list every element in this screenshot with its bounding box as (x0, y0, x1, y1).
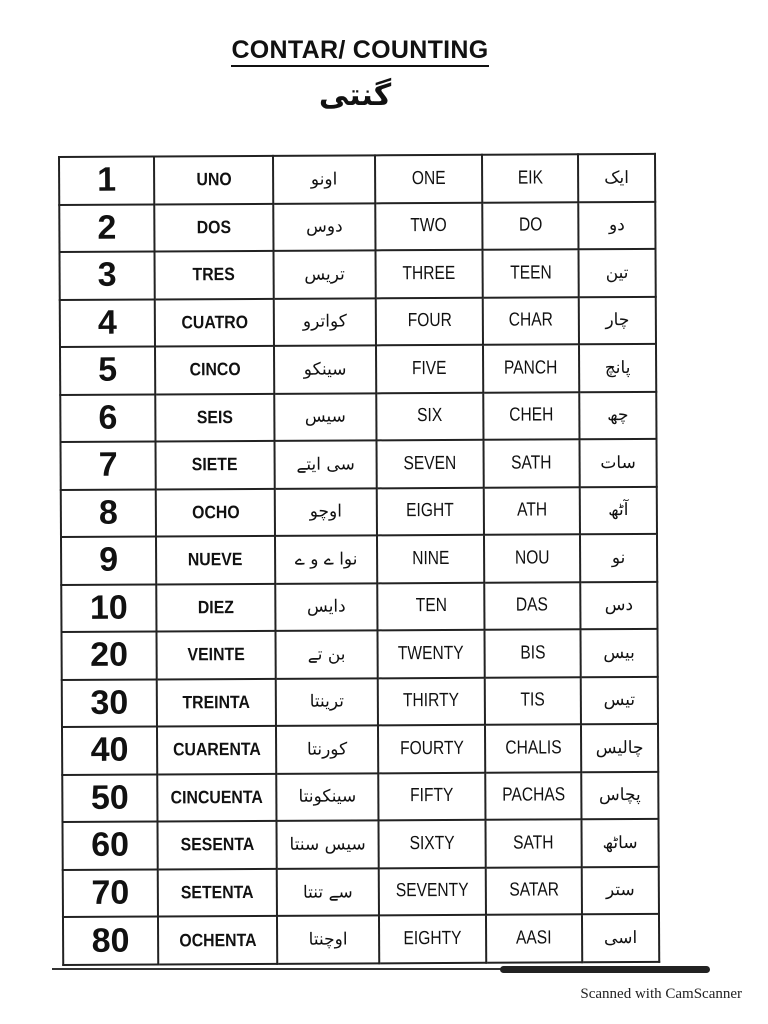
spanish-urdu-script-cell (274, 440, 376, 488)
english-word-cell (378, 677, 485, 725)
number-cell (61, 537, 156, 585)
roman-urdu-cell-text: TIS (520, 689, 546, 712)
table-row (61, 486, 657, 537)
english-word-cell (378, 725, 485, 773)
spanish-word-cell (155, 393, 274, 441)
spanish-urdu-script-cell-text: سینکو (303, 359, 347, 380)
table-row (60, 391, 656, 442)
table-row (62, 724, 658, 775)
urdu-word-cell (579, 296, 656, 344)
number-cell (63, 869, 158, 917)
english-word-cell-text: FOURTY (399, 737, 464, 760)
spanish-urdu-script-cell (276, 678, 378, 726)
roman-urdu-cell (485, 677, 581, 725)
spanish-word-cell (156, 488, 275, 536)
urdu-word-cell (579, 344, 656, 392)
english-word-cell-text: ONE (411, 167, 446, 189)
spanish-word-cell (157, 679, 276, 727)
spanish-urdu-script-cell (275, 488, 377, 536)
spanish-word-cell-text: UNO (195, 169, 232, 190)
english-word-cell (377, 487, 484, 535)
urdu-word-cell (582, 867, 659, 915)
spanish-urdu-script-cell-text: کواترو (302, 311, 347, 333)
spanish-word-cell-text: DIEZ (197, 596, 234, 618)
page-subtitle-urdu: گنتی (318, 78, 392, 113)
counting-table-body (59, 154, 659, 965)
number-cell-text: 50 (90, 778, 129, 817)
number-cell-text: 5 (98, 351, 118, 390)
spanish-urdu-script-cell-text: سینکونتا (298, 786, 357, 808)
spanish-urdu-script-cell (273, 155, 375, 203)
urdu-word-cell (578, 201, 655, 249)
number-cell (62, 822, 157, 870)
urdu-word-cell-text: اسی (603, 928, 638, 949)
spanish-word-cell (158, 916, 277, 964)
page-title (0, 36, 720, 65)
english-word-cell-text: SIXTY (409, 832, 455, 855)
roman-urdu-cell (484, 534, 580, 582)
spanish-urdu-script-cell-text: بن تے (307, 644, 346, 666)
number-cell-text: 20 (90, 636, 129, 675)
spanish-word-cell (156, 631, 275, 679)
spanish-urdu-script-cell-text: نوا ے و ے (294, 549, 358, 571)
spanish-urdu-script-cell (273, 203, 375, 251)
english-word-cell (377, 630, 484, 678)
number-cell-text: 8 (98, 493, 118, 532)
urdu-word-cell (578, 249, 655, 297)
urdu-word-cell (581, 819, 658, 867)
table-row (61, 582, 657, 633)
english-word-cell (378, 772, 485, 820)
roman-urdu-cell-text: CHAR (508, 309, 553, 331)
table-row (61, 629, 657, 680)
spanish-word-cell-text: OCHO (191, 501, 240, 523)
number-cell-text: 1 (97, 160, 117, 200)
number-cell (60, 394, 155, 442)
spanish-urdu-script-cell-text: دایس (306, 596, 346, 618)
english-word-cell (375, 250, 482, 298)
spanish-urdu-script-cell-text: سیس (304, 406, 346, 428)
urdu-word-cell-text: چار (605, 310, 630, 331)
english-word-cell-text: THIRTY (403, 690, 460, 712)
spanish-word-cell-text: DOS (196, 216, 232, 238)
number-cell-text: 6 (98, 398, 118, 437)
spanish-word-cell-text: CINCO (189, 359, 241, 380)
scan-shadow-bar (500, 966, 710, 973)
number-cell-text: 80 (91, 921, 130, 960)
english-word-cell (379, 868, 486, 916)
english-word-cell-text: FIVE (412, 357, 447, 379)
urdu-word-cell (581, 677, 658, 725)
roman-urdu-cell-text: CHEH (509, 404, 554, 426)
roman-urdu-cell (485, 772, 581, 820)
english-word-cell (377, 582, 484, 630)
roman-urdu-cell-text: NOU (514, 547, 550, 569)
roman-urdu-cell (484, 629, 580, 677)
urdu-word-cell (581, 724, 658, 772)
urdu-word-cell-text: چھ (607, 405, 629, 426)
urdu-word-cell-text: پچاس (598, 785, 641, 806)
english-word-cell-text: TWENTY (398, 642, 465, 665)
roman-urdu-cell-text: SATH (511, 452, 552, 474)
spanish-word-cell-text: CUATRO (181, 311, 248, 333)
english-word-cell (376, 345, 483, 393)
english-word-cell-text: FOUR (407, 310, 452, 332)
english-word-cell-text: EIGHT (406, 500, 455, 522)
spanish-urdu-script-cell (277, 916, 379, 964)
english-word-cell (377, 535, 484, 583)
table-row (60, 296, 656, 347)
number-cell (61, 632, 156, 680)
roman-urdu-cell-text: PANCH (504, 357, 558, 379)
spanish-word-cell (155, 298, 274, 346)
urdu-word-cell-text: بیس (603, 642, 635, 664)
urdu-word-cell (580, 582, 657, 630)
roman-urdu-cell (483, 392, 579, 440)
spanish-word-cell (156, 536, 275, 584)
spanish-word-cell (157, 726, 276, 774)
number-cell (59, 156, 154, 204)
english-word-cell (376, 297, 483, 345)
roman-urdu-cell (485, 819, 581, 867)
urdu-word-cell-text: ستر (605, 880, 635, 901)
urdu-word-cell-text: ایک (604, 167, 630, 188)
roman-urdu-cell (485, 724, 581, 772)
spanish-urdu-script-cell-text: ترینتا (309, 691, 345, 713)
number-cell-text: 2 (97, 208, 117, 247)
english-word-cell-text: EIGHTY (403, 928, 462, 950)
title-text: CONTAR/ COUNTING (231, 36, 488, 67)
table-row (62, 772, 658, 823)
spanish-urdu-script-cell-text: کورنتا (306, 739, 348, 760)
spanish-word-cell-text: NUEVE (188, 549, 243, 570)
english-word-cell-text: SEVENTY (395, 880, 469, 902)
roman-urdu-cell-text: DO (518, 214, 543, 236)
spanish-word-cell-text: OCHENTA (178, 929, 257, 951)
roman-urdu-cell (483, 297, 579, 345)
english-word-cell (375, 202, 482, 250)
roman-urdu-cell-text: DAS (516, 594, 549, 616)
table-row (61, 534, 657, 585)
english-word-cell (375, 155, 482, 203)
spanish-word-cell (154, 203, 273, 251)
spanish-urdu-script-cell-text: اونو (310, 169, 338, 190)
spanish-urdu-script-cell-text: سی ایتے (296, 454, 355, 476)
urdu-word-cell (581, 772, 658, 820)
spanish-urdu-script-cell (274, 298, 376, 346)
english-word-cell-text: FIFTY (410, 785, 454, 807)
english-word-cell (378, 820, 485, 868)
table-row (59, 154, 655, 205)
spanish-urdu-script-cell (276, 773, 378, 821)
spanish-urdu-script-cell-text: سے تنتا (302, 882, 353, 903)
number-cell-text: 40 (90, 731, 129, 770)
roman-urdu-cell-text: TEEN (509, 262, 552, 284)
urdu-word-cell (580, 534, 657, 582)
counting-table (58, 153, 660, 966)
spanish-urdu-script-cell (276, 821, 378, 869)
roman-urdu-cell (482, 249, 578, 297)
english-word-cell-text: SEVEN (403, 452, 457, 475)
spanish-urdu-script-cell (275, 630, 377, 678)
roman-urdu-cell-text: PACHAS (501, 784, 565, 807)
roman-urdu-cell-text: SATAR (508, 879, 559, 902)
spanish-word-cell-text: CINCUENTA (170, 786, 263, 808)
table-row (62, 819, 658, 870)
roman-urdu-cell-text: CHALIS (504, 737, 562, 759)
spanish-word-cell-text: TRES (192, 264, 236, 285)
english-word-cell (376, 392, 483, 440)
spanish-urdu-script-cell (275, 583, 377, 631)
spanish-word-cell (155, 441, 274, 489)
spanish-word-cell (157, 774, 276, 822)
table-row (62, 677, 658, 728)
spanish-word-cell (154, 156, 273, 204)
spanish-urdu-script-cell (275, 535, 377, 583)
spanish-word-cell-text: SETENTA (180, 881, 254, 903)
roman-urdu-cell (483, 344, 579, 392)
urdu-word-cell (579, 391, 656, 439)
number-cell (62, 679, 157, 727)
english-word-cell-text: TWO (410, 215, 448, 237)
spanish-urdu-script-cell-text: اوچو (309, 501, 343, 523)
roman-urdu-cell (482, 154, 578, 202)
spanish-urdu-script-cell (274, 393, 376, 441)
table-row (63, 914, 659, 965)
number-cell-text: 10 (89, 588, 128, 627)
urdu-word-cell-text: تین (605, 262, 629, 283)
camscanner-watermark: Scanned with CamScanner (580, 986, 742, 1002)
urdu-word-cell-text: دو (608, 215, 625, 236)
spanish-urdu-script-cell-text: اوچنتا (308, 929, 348, 950)
roman-urdu-cell-text: SATH (513, 832, 554, 854)
number-cell-text: 70 (91, 873, 130, 912)
spanish-word-cell-text: VEINTE (187, 644, 245, 665)
number-cell (61, 584, 156, 632)
counting-table-container (58, 153, 658, 966)
english-word-cell (379, 915, 486, 963)
roman-urdu-cell (486, 867, 582, 915)
number-cell-text: 7 (98, 446, 118, 485)
number-cell-text: 60 (91, 826, 130, 865)
spanish-urdu-script-cell-text: تریس (304, 264, 345, 285)
number-cell (63, 917, 158, 965)
spanish-word-cell-text: SEIS (196, 406, 233, 428)
spanish-urdu-script-cell (274, 345, 376, 393)
table-row (60, 439, 656, 490)
table-row (63, 867, 659, 918)
spanish-urdu-script-cell (273, 250, 375, 298)
english-word-cell (376, 440, 483, 488)
table-row (59, 201, 655, 252)
urdu-word-cell (578, 154, 655, 202)
urdu-word-cell-text: تیس (603, 690, 636, 711)
table-row (60, 344, 656, 395)
roman-urdu-cell (484, 582, 580, 630)
urdu-word-cell (580, 486, 657, 534)
roman-urdu-cell-text: BIS (519, 642, 546, 664)
spanish-word-cell (155, 251, 274, 299)
urdu-word-cell-text: دس (604, 595, 634, 616)
spanish-urdu-script-cell (276, 726, 378, 774)
spanish-word-cell (158, 869, 277, 917)
spanish-word-cell (156, 584, 275, 632)
spanish-word-cell-text: SESENTA (180, 834, 254, 855)
roman-urdu-cell-text: ATH (516, 499, 547, 521)
english-word-cell-text: TEN (415, 595, 447, 617)
urdu-word-cell-text: نو (611, 547, 626, 568)
spanish-urdu-script-cell-text: سیس سنتا (289, 834, 366, 855)
roman-urdu-cell (483, 439, 579, 487)
number-cell (60, 252, 155, 300)
urdu-word-cell-text: آٹھ (608, 500, 629, 521)
urdu-word-cell (580, 629, 657, 677)
urdu-word-cell-text: ساٹھ (602, 832, 638, 854)
number-cell (60, 442, 155, 490)
urdu-word-cell-text: سات (600, 452, 636, 474)
spanish-word-cell-text: SIETE (192, 454, 239, 475)
spanish-urdu-script-cell (277, 868, 379, 916)
spanish-word-cell (157, 821, 276, 869)
number-cell (60, 347, 155, 395)
english-word-cell-text: SIX (417, 405, 443, 427)
urdu-word-cell (579, 439, 656, 487)
urdu-word-cell-text: پانچ (604, 357, 631, 378)
number-cell-text: 9 (99, 541, 119, 580)
spanish-word-cell-text: CUARENTA (172, 739, 261, 760)
roman-urdu-cell-text: AASI (516, 927, 552, 949)
number-cell-text: 30 (90, 683, 129, 722)
spanish-word-cell (155, 346, 274, 394)
number-cell (61, 489, 156, 537)
urdu-word-cell (582, 914, 659, 962)
number-cell (62, 774, 157, 822)
roman-urdu-cell (484, 487, 580, 535)
number-cell (62, 727, 157, 775)
roman-urdu-cell (482, 202, 578, 250)
number-cell-text: 4 (97, 303, 117, 342)
table-row (60, 249, 656, 300)
spanish-urdu-script-cell-text: دوس (306, 216, 343, 237)
number-cell-text: 3 (97, 255, 117, 295)
roman-urdu-cell (486, 915, 582, 963)
roman-urdu-cell-text: EIK (517, 167, 543, 189)
urdu-word-cell-text: چالیس (595, 737, 644, 759)
english-word-cell-text: THREE (402, 262, 456, 284)
spanish-word-cell-text: TREINTA (182, 691, 251, 713)
number-cell (59, 204, 154, 252)
english-word-cell-text: NINE (411, 547, 450, 570)
number-cell (60, 299, 155, 347)
